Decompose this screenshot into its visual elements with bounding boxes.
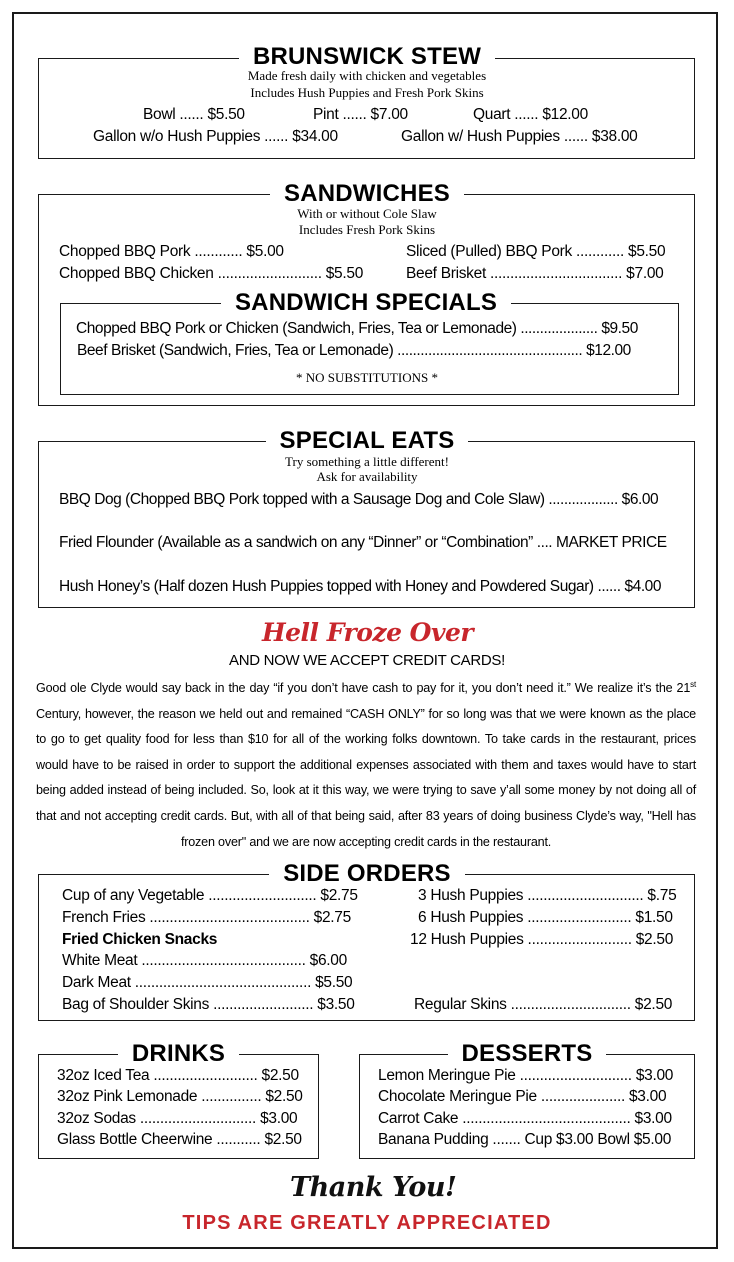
side-6-hush-puppies: 6 Hush Puppies .......................... $1.50: [418, 909, 673, 926]
special-hush-honey: Hush Honey’s (Half dozen Hush Puppies topped with Honey and Powdered Sugar) ...... $4.00: [59, 578, 662, 595]
side-french-fries: French Fries ........................................ $2.75: [62, 909, 351, 926]
side-white-meat: White Meat ......................................... $6.00: [62, 952, 347, 969]
side-vegetable: Cup of any Vegetable ........................... $2.75: [62, 887, 358, 904]
brunswick-stew-title: BRUNSWICK STEW: [0, 44, 734, 70]
credit-cards-paragraph: Good ole Clyde would say back in the day “if you don’t have cash to pay for it, you don’t need it.” We realize it’s the 21st Century, however, the reason we held out and remained “CASH ONLY” for so long was that we were known as the place to go to get quality food for less than $10 for all of the working folks downtown. To take cards in the restaurant, prices would have to be raised in order to support the additional expenses associated with them and taxes would have to start being added instead of being included. So, look at it this way, we were trying to save y’all some money by not doing all of that and not accepting credit cards. But, with all of that being said, after 83 years of doing business Clyde’s way, "Hell has frozen over" and we are now accepting credit cards in the restaurant.: [36, 679, 696, 849]
desserts-title: DESSERTS: [359, 1041, 695, 1067]
thank-you-title: Thank You!: [290, 1172, 457, 1203]
side-3-hush-puppies: 3 Hush Puppies ............................. $.75: [418, 887, 677, 904]
hell-froze-over-title: Hell Froze Over: [262, 618, 474, 647]
stew-subtitle-2: Includes Hush Puppies and Fresh Pork Skins: [250, 85, 484, 100]
sandwich-beef-brisket: Beef Brisket ................................. $7.00: [406, 265, 664, 282]
stew-pint: Pint ...... $7.00: [313, 106, 408, 123]
drink-pink-lemonade: 32oz Pink Lemonade ............... $2.50: [57, 1088, 303, 1105]
special-chopped-combo: Chopped BBQ Pork or Chicken (Sandwich, Fries, Tea or Lemonade) .................... $9.50: [76, 320, 638, 337]
dessert-lemon-meringue-pie: Lemon Meringue Pie ............................ $3.00: [378, 1067, 674, 1084]
side-dark-meat: Dark Meat ............................................ $5.50: [62, 974, 353, 991]
stew-bowl: Bowl ...... $5.50: [143, 106, 245, 123]
sandwich-chopped-bbq-pork: Chopped BBQ Pork ............ $5.00: [59, 243, 284, 260]
stew-quart: Quart ...... $12.00: [473, 106, 588, 123]
side-orders-title: SIDE ORDERS: [0, 861, 734, 887]
no-substitutions-note: * NO SUBSTITUTIONS *: [296, 370, 438, 385]
side-12-hush-puppies: 12 Hush Puppies .......................... $2.50: [410, 931, 674, 948]
sandwich-specials-title: SANDWICH SPECIALS: [0, 290, 734, 316]
stew-gallon-without-hush-puppies: Gallon w/o Hush Puppies ...... $34.00: [93, 128, 338, 145]
dessert-chocolate-meringue-pie: Chocolate Meringue Pie ..................... $3.00: [378, 1088, 667, 1105]
side-shoulder-skins: Bag of Shoulder Skins ......................... $3.50: [62, 996, 355, 1013]
sandwiches-subtitle-1: With or without Cole Slaw: [297, 206, 437, 221]
tips-appreciated-banner: TIPS ARE GREATLY APPRECIATED: [182, 1212, 552, 1234]
special-brisket-combo: Beef Brisket (Sandwich, Fries, Tea or Lemonade) ................................................ $12.00: [77, 342, 631, 359]
stew-subtitle-1: Made fresh daily with chicken and vegetables: [247, 68, 487, 83]
drinks-title: DRINKS: [38, 1041, 319, 1067]
credit-cards-headline: AND NOW WE ACCEPT CREDIT CARDS!: [228, 652, 505, 669]
sandwich-sliced-bbq-pork: Sliced (Pulled) BBQ Pork ............ $5.50: [406, 243, 666, 260]
dessert-banana-pudding: Banana Pudding ....... Cup $3.00 Bowl $5.00: [378, 1131, 672, 1148]
special-eats-subtitle-2: Ask for availability: [316, 469, 418, 484]
superscript-st: st: [690, 679, 696, 689]
drink-sodas: 32oz Sodas ............................. $3.00: [57, 1110, 298, 1127]
sandwich-chopped-bbq-chicken: Chopped BBQ Chicken .......................... $5.50: [59, 265, 364, 282]
side-regular-skins: Regular Skins .............................. $2.50: [414, 996, 673, 1013]
special-eats-subtitle-1: Try something a little different!: [285, 454, 449, 469]
special-bbq-dog: BBQ Dog (Chopped BBQ Pork topped with a Sausage Dog and Cole Slaw) .................. $6.00: [59, 491, 659, 508]
fried-chicken-snacks-heading: Fried Chicken Snacks: [62, 931, 218, 948]
special-fried-flounder: Fried Flounder (Available as a sandwich on any “Dinner” or “Combination” .... MARKET PRICE: [59, 534, 667, 551]
dessert-carrot-cake: Carrot Cake .......................................... $3.00: [378, 1110, 672, 1127]
sandwiches-subtitle-2: Includes Fresh Pork Skins: [298, 222, 436, 237]
stew-gallon-with-hush-puppies: Gallon w/ Hush Puppies ...... $38.00: [401, 128, 638, 145]
drink-cheerwine: Glass Bottle Cheerwine ........... $2.50: [57, 1131, 302, 1148]
drink-iced-tea: 32oz Iced Tea .......................... $2.50: [57, 1067, 299, 1084]
sandwiches-title: SANDWICHES: [0, 181, 734, 207]
special-eats-title: SPECIAL EATS: [0, 428, 734, 454]
